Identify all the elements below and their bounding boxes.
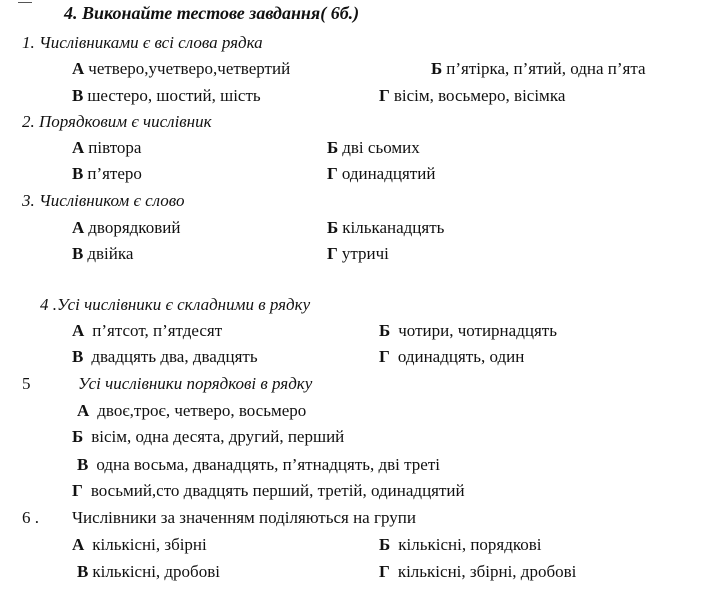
question-3-title: 3. Числівником є слово [22, 191, 185, 210]
q1-option-b [431, 59, 646, 79]
option-letter: Г [379, 562, 390, 581]
q3-option-a [72, 218, 180, 238]
option-letter: Б [379, 321, 391, 340]
option-text: одинадцять, один [397, 347, 525, 366]
option-text: кількісні, збірні [92, 535, 207, 554]
q2-option-b [327, 138, 420, 158]
option-text: півтора [88, 138, 142, 157]
question-2-title: 2. Порядковим є числівник [22, 112, 212, 131]
q2-option-a [72, 138, 141, 158]
option-letter: Г [72, 481, 83, 500]
option-letter: Б [379, 535, 391, 554]
option-letter: В [77, 455, 89, 474]
option-letter: Г [379, 347, 390, 366]
q4-option-g [379, 347, 524, 367]
task-number: 4. [64, 3, 78, 23]
q3-option-g [327, 244, 389, 264]
q1-option-v [72, 86, 261, 106]
q2-option-v [72, 164, 142, 184]
q6-option-g [379, 562, 576, 582]
option-letter: А [72, 535, 85, 554]
option-letter: Б [327, 218, 339, 237]
option-text: п’ятірка, п’ятий, одна п’ята [446, 59, 646, 78]
q1-option-g [379, 86, 565, 106]
question-5-title: Усі числівники порядкові в рядку [78, 374, 313, 393]
q6-option-a [72, 535, 207, 555]
option-letter: Г [327, 164, 338, 183]
q4-option-b [379, 321, 557, 341]
question-6-title: Числівники за значенням поділяються на групи [72, 508, 416, 527]
option-text: кільканадцять [342, 218, 445, 237]
option-text: п’ятеро [87, 164, 142, 183]
option-letter: Б [327, 138, 339, 157]
option-letter: А [72, 138, 85, 157]
option-text: п’ятсот, п’ятдесят [92, 321, 223, 340]
question-1-title: 1. Числівниками є всі слова рядка [22, 33, 263, 52]
q4-option-v [72, 347, 258, 367]
cropped-line-fragment [18, 0, 32, 3]
option-letter: Б [72, 427, 84, 446]
option-text: кількісні, порядкові [398, 535, 542, 554]
option-text: одна восьма, дванадцять, п’ятнадцять, дві треті [96, 455, 440, 474]
option-letter: В [72, 86, 84, 105]
option-text: кількісні, дробові [92, 562, 220, 581]
option-text: чотири, чотирнадцять [398, 321, 557, 340]
question-4-title: 4 .Усі числівники є складними в рядку [40, 295, 311, 314]
q5-option-g [72, 481, 465, 501]
option-text: вісім, восьмеро, вісімка [393, 86, 566, 105]
option-letter: В [72, 244, 84, 263]
q2-option-g [327, 164, 435, 184]
option-text: двоє,троє, четверо, восьмеро [97, 401, 307, 420]
q1-option-a [72, 59, 290, 79]
q4-option-a [72, 321, 222, 341]
option-text: дві сьомих [342, 138, 420, 157]
option-text: двійка [87, 244, 134, 263]
task-title: Виконайте тестове завдання( 6б.) [82, 3, 360, 23]
task-header [64, 3, 359, 23]
q3-option-b [327, 218, 444, 238]
option-text: четверо,учетверо,четвертий [88, 59, 291, 78]
q5-option-v [77, 455, 440, 475]
option-letter: В [72, 347, 84, 366]
question-5-number: 5 [22, 374, 31, 393]
option-letter: Г [327, 244, 338, 263]
option-letter: Б [431, 59, 443, 78]
option-text: одинадцятий [341, 164, 436, 183]
option-letter: А [72, 59, 85, 78]
question-6-number: 6 . [22, 508, 39, 527]
q5-option-b [72, 427, 344, 447]
q3-option-v [72, 244, 133, 264]
q6-option-v [77, 562, 220, 582]
option-letter: А [72, 218, 85, 237]
option-letter: А [77, 401, 90, 420]
q6-option-b [379, 535, 542, 555]
option-text: утричі [341, 244, 389, 263]
option-text: вісім, одна десята, другий, перший [91, 427, 345, 446]
option-text: двадцять два, двадцять [91, 347, 258, 366]
option-text: кількісні, збірні, дробові [397, 562, 577, 581]
option-text: шестеро, шостий, шість [87, 86, 261, 105]
option-text: восьмий,сто двадцять перший, третій, одинадцятий [90, 481, 465, 500]
option-letter: В [77, 562, 89, 581]
option-letter: Г [379, 86, 390, 105]
q5-option-a [77, 401, 306, 421]
option-text: дворядковий [88, 218, 181, 237]
option-letter: В [72, 164, 84, 183]
option-letter: А [72, 321, 85, 340]
